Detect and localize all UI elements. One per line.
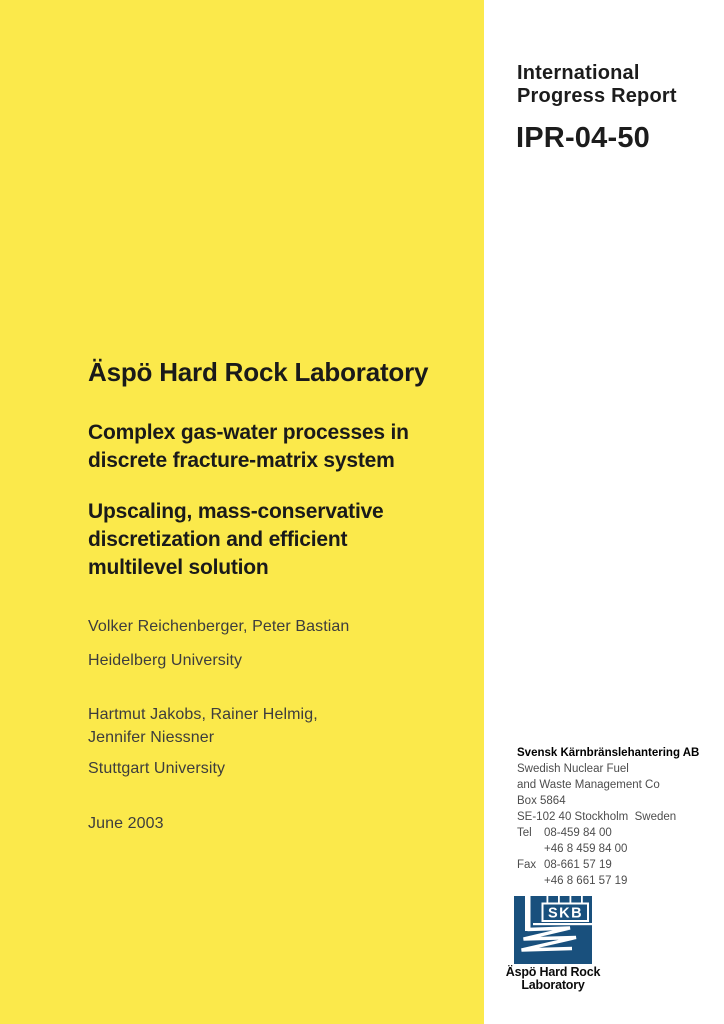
phone-row (517, 873, 699, 889)
contact-block (517, 745, 699, 889)
tel-number-local: 08-459 84 00 (544, 827, 612, 839)
logo-caption (498, 966, 608, 992)
tel-number-intl: +46 8 459 84 00 (544, 843, 628, 855)
address-line: Swedish Nuclear Fuel (517, 763, 629, 775)
fax-number-local: 08-661 57 19 (544, 859, 612, 871)
phone-row (517, 825, 699, 841)
address-line: SE-102 40 Stockholm Sweden (517, 811, 677, 823)
method-title (88, 498, 384, 582)
project-title-line1: Complex gas-water processes in (88, 421, 409, 444)
authors-group-1: Volker Reichenberger, Peter Bastian (88, 618, 350, 635)
phone-row (517, 857, 699, 873)
authors-group-2-line2: Jennifer Niessner (88, 729, 215, 746)
project-title (88, 419, 409, 475)
fax-label: Fax (517, 859, 537, 871)
authors-group-2 (88, 703, 318, 749)
report-type-line1: International (517, 62, 640, 84)
tel-label-blank (517, 841, 544, 857)
logo-caption-line1: Äspö Hard Rock (505, 965, 601, 979)
method-title-line3: multilevel solution (88, 556, 269, 579)
address-line: Box 5864 (517, 795, 566, 807)
affiliation-1: Heidelberg University (88, 652, 243, 669)
method-title-line2: discretization and efficient (88, 528, 348, 551)
skb-logo (514, 896, 592, 969)
report-type-label (517, 62, 677, 108)
affiliation-2: Stuttgart University (88, 760, 226, 777)
fax-number-intl: +46 8 661 57 19 (544, 875, 628, 887)
method-title-line1: Upscaling, mass-conservative (88, 500, 384, 523)
phone-row (517, 841, 699, 857)
report-number: IPR-04-50 (516, 122, 650, 154)
report-type-line2: Progress Report (517, 85, 677, 107)
skb-logo-icon (514, 896, 592, 964)
svg-text:SKB: SKB (547, 905, 584, 922)
tel-label: Tel (517, 827, 532, 839)
project-title-line2: discrete fracture-matrix system (88, 449, 395, 472)
authors-group-2-line1: Hartmut Jakobs, Rainer Helmig, (88, 706, 318, 723)
report-date: June 2003 (88, 815, 164, 832)
fax-label-blank (517, 873, 544, 889)
lab-title: Äspö Hard Rock Laboratory (88, 357, 429, 387)
company-name: Svensk Kärnbränslehantering AB (517, 747, 700, 759)
address-line: and Waste Management Co (517, 779, 660, 791)
logo-caption-line2: Laboratory (521, 978, 585, 992)
